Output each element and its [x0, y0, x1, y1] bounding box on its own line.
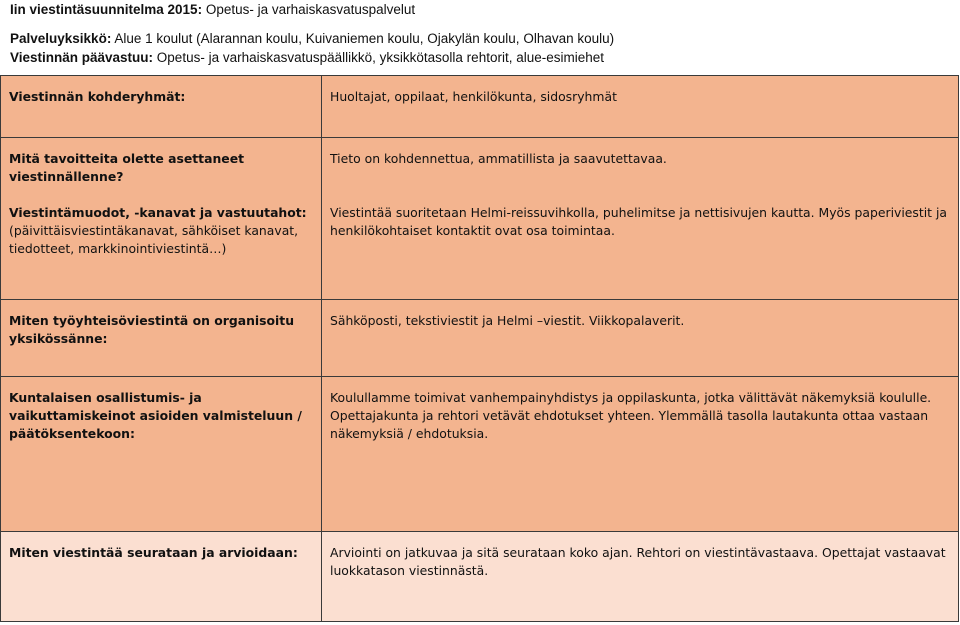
title-rest: Opetus- ja varhaiskasvatuspalvelut [202, 2, 416, 17]
document-header [10, 0, 950, 67]
plan-table [0, 75, 959, 622]
paavastuu-label: Viestinnän päävastuu: [10, 50, 154, 65]
document-title [10, 0, 950, 19]
table-row [1, 138, 959, 300]
table-row [1, 76, 959, 138]
row-value-tyoyhteiso: Sähköposti, tekstiviestit ja Helmi –viestit. Viikkopalaverit. [322, 300, 959, 377]
row-label-osallistuminen: Kuntalaisen osallistumis- ja vaikuttamiskeinot asioiden valmisteluun / päätöksentekoon: [1, 377, 322, 532]
viestintamuodot-label: Viestintämuodot, -kanavat ja vastuutahot: [9, 205, 307, 220]
row-value-seuranta: Arviointi on jatkuvaa ja sitä seurataan koko ajan. Rehtori on viestintävastaava. Opettajat vastaavat luokkatason viestinnästä. [322, 532, 959, 622]
palveluyksikko-value: Alue 1 koulut (Alarannan koulu, Kuivaniemen koulu, Ojakylän koulu, Olhavan koulu) [111, 31, 615, 46]
row-label-seuranta: Miten viestintää seurataan ja arvioidaan: [1, 532, 322, 622]
row-label-tyoyhteiso: Miten työyhteisöviestintä on organisoitu yksikössänne: [1, 300, 322, 377]
table-row [1, 377, 959, 532]
palveluyksikko-label: Palveluyksikkö: [10, 31, 112, 46]
tavoitteet-value: Tieto on kohdennettua, ammatillista ja saavutettavaa. [330, 151, 667, 166]
row-value-osallistuminen: Koulullamme toimivat vanhempainyhdistys ja oppilaskunta, jotka välittävät näkemyksiä koululle. Opettajakunta ja rehtori vetävät ehdotukset yhteen. Ylemmällä tasolla lautakunta ottaa vastaan näkemyksiä / ehdotuksia. [322, 377, 959, 532]
title-bold: Iin viestintäsuunnitelma 2015: [10, 2, 203, 17]
row-value-tavoitteet [322, 138, 959, 300]
row-value-kohderyhmat: Huoltajat, oppilaat, henkilökunta, sidosryhmät [322, 76, 959, 138]
paavastuu-value: Opetus- ja varhaiskasvatuspäällikkö, yksikkötasolla rehtorit, alue-esimiehet [153, 50, 604, 65]
tavoitteet-label: Mitä tavoitteita olette asettaneet viestinnällenne? [9, 151, 245, 184]
paavastuu-line [10, 48, 950, 67]
viestintamuodot-sublabel: (päivittäisviestintäkanavat, sähköiset kanavat, tiedotteet, markkinointiviestintä…) [9, 223, 299, 256]
row-label-tavoitteet [1, 138, 322, 300]
table-row [1, 532, 959, 622]
row-label-kohderyhmat: Viestinnän kohderyhmät: [1, 76, 322, 138]
palveluyksikko-line [10, 29, 950, 48]
table-row [1, 300, 959, 377]
viestintamuodot-value: Viestintää suoritetaan Helmi-reissuvihkolla, puhelimitse ja nettisivujen kautta. Myös paperiviestit ja henkilökohtaiset kontaktit ovat osa toimintaa. [330, 205, 947, 238]
